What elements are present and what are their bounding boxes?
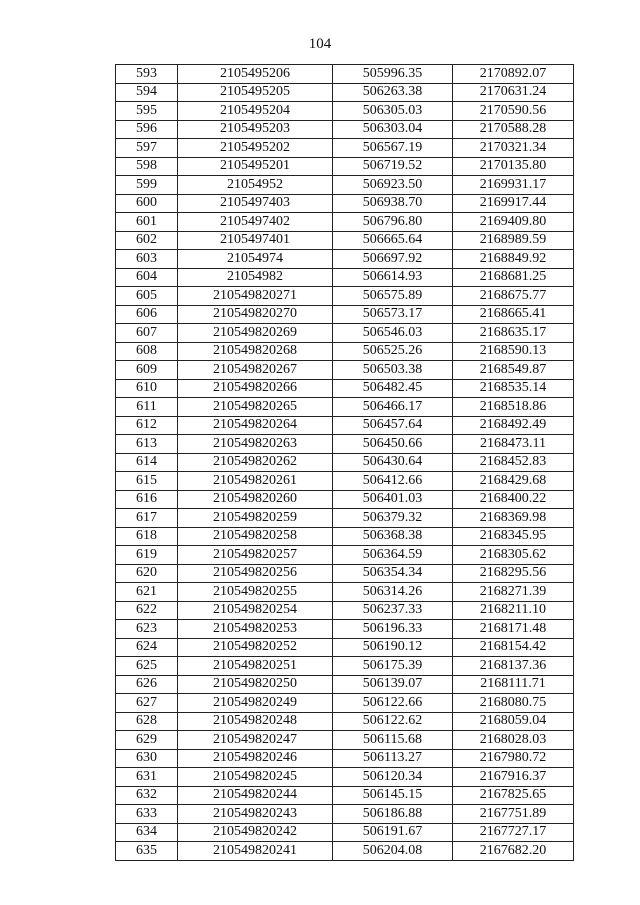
- row-index-cell: 627: [116, 694, 178, 713]
- x-coordinate-cell: 506719.52: [333, 157, 453, 176]
- table-row: [116, 583, 574, 602]
- row-index-cell: 628: [116, 712, 178, 731]
- table-row: [116, 324, 574, 343]
- row-index-cell: 622: [116, 601, 178, 620]
- x-coordinate-cell: 506145.15: [333, 786, 453, 805]
- table-row: [116, 620, 574, 639]
- table-row: [116, 712, 574, 731]
- table-row: [116, 675, 574, 694]
- table-row: [116, 823, 574, 842]
- point-id-cell: 210549820246: [178, 749, 333, 768]
- row-index-cell: 599: [116, 176, 178, 195]
- point-id-cell: 210549820256: [178, 564, 333, 583]
- y-coordinate-cell: 2168590.13: [453, 342, 574, 361]
- point-id-cell: 210549820241: [178, 842, 333, 861]
- row-index-cell: 601: [116, 213, 178, 232]
- point-id-cell: 210549820255: [178, 583, 333, 602]
- table-row: [116, 120, 574, 139]
- table-row: [116, 509, 574, 528]
- point-id-cell: 2105495205: [178, 83, 333, 102]
- point-id-cell: 210549820244: [178, 786, 333, 805]
- point-id-cell: 210549820261: [178, 472, 333, 491]
- point-id-cell: 210549820269: [178, 324, 333, 343]
- point-id-cell: 2105495201: [178, 157, 333, 176]
- x-coordinate-cell: 506191.67: [333, 823, 453, 842]
- y-coordinate-cell: 2168028.03: [453, 731, 574, 750]
- x-coordinate-cell: 506305.03: [333, 102, 453, 121]
- point-id-cell: 210549820248: [178, 712, 333, 731]
- row-index-cell: 604: [116, 268, 178, 287]
- table-row: [116, 546, 574, 565]
- table-row: [116, 805, 574, 824]
- row-index-cell: 614: [116, 453, 178, 472]
- row-index-cell: 634: [116, 823, 178, 842]
- point-id-cell: 210549820271: [178, 287, 333, 306]
- point-id-cell: 21054974: [178, 250, 333, 269]
- point-id-cell: 210549820260: [178, 490, 333, 509]
- y-coordinate-cell: 2168549.87: [453, 361, 574, 380]
- row-index-cell: 616: [116, 490, 178, 509]
- y-coordinate-cell: 2168369.98: [453, 509, 574, 528]
- row-index-cell: 597: [116, 139, 178, 158]
- y-coordinate-cell: 2168675.77: [453, 287, 574, 306]
- y-coordinate-cell: 2168681.25: [453, 268, 574, 287]
- row-index-cell: 630: [116, 749, 178, 768]
- y-coordinate-cell: 2168211.10: [453, 601, 574, 620]
- point-id-cell: 210549820243: [178, 805, 333, 824]
- row-index-cell: 611: [116, 398, 178, 417]
- point-id-cell: 210549820242: [178, 823, 333, 842]
- x-coordinate-cell: 506665.64: [333, 231, 453, 250]
- point-id-cell: 2105495206: [178, 65, 333, 84]
- x-coordinate-cell: 506614.93: [333, 268, 453, 287]
- x-coordinate-cell: 506314.26: [333, 583, 453, 602]
- x-coordinate-cell: 506401.03: [333, 490, 453, 509]
- x-coordinate-cell: 506139.07: [333, 675, 453, 694]
- table-row: [116, 342, 574, 361]
- y-coordinate-cell: 2168111.71: [453, 675, 574, 694]
- point-id-cell: 2105495204: [178, 102, 333, 121]
- table-row: [116, 361, 574, 380]
- x-coordinate-cell: 506237.33: [333, 601, 453, 620]
- x-coordinate-cell: 506450.66: [333, 435, 453, 454]
- table-row: [116, 435, 574, 454]
- y-coordinate-cell: 2168137.36: [453, 657, 574, 676]
- x-coordinate-cell: 506575.89: [333, 287, 453, 306]
- y-coordinate-cell: 2168665.41: [453, 305, 574, 324]
- y-coordinate-cell: 2168345.95: [453, 527, 574, 546]
- point-id-cell: 2105497401: [178, 231, 333, 250]
- row-index-cell: 593: [116, 65, 178, 84]
- y-coordinate-cell: 2168473.11: [453, 435, 574, 454]
- row-index-cell: 610: [116, 379, 178, 398]
- point-id-cell: 210549820266: [178, 379, 333, 398]
- row-index-cell: 620: [116, 564, 178, 583]
- y-coordinate-cell: 2168429.68: [453, 472, 574, 491]
- table-body: [116, 65, 574, 861]
- point-id-cell: 210549820253: [178, 620, 333, 639]
- x-coordinate-cell: 506923.50: [333, 176, 453, 195]
- y-coordinate-cell: 2168518.86: [453, 398, 574, 417]
- y-coordinate-cell: 2170590.56: [453, 102, 574, 121]
- table-row: [116, 194, 574, 213]
- y-coordinate-cell: 2168452.83: [453, 453, 574, 472]
- point-id-cell: 210549820251: [178, 657, 333, 676]
- row-index-cell: 612: [116, 416, 178, 435]
- table-row: [116, 749, 574, 768]
- x-coordinate-cell: 506412.66: [333, 472, 453, 491]
- x-coordinate-cell: 506120.34: [333, 768, 453, 787]
- point-id-cell: 210549820267: [178, 361, 333, 380]
- point-id-cell: 210549820258: [178, 527, 333, 546]
- row-index-cell: 594: [116, 83, 178, 102]
- row-index-cell: 609: [116, 361, 178, 380]
- point-id-cell: 210549820249: [178, 694, 333, 713]
- x-coordinate-cell: 506546.03: [333, 324, 453, 343]
- x-coordinate-cell: 506263.38: [333, 83, 453, 102]
- row-index-cell: 621: [116, 583, 178, 602]
- row-index-cell: 595: [116, 102, 178, 121]
- row-index-cell: 603: [116, 250, 178, 269]
- row-index-cell: 631: [116, 768, 178, 787]
- x-coordinate-cell: 506796.80: [333, 213, 453, 232]
- x-coordinate-cell: 506697.92: [333, 250, 453, 269]
- y-coordinate-cell: 2168535.14: [453, 379, 574, 398]
- row-index-cell: 615: [116, 472, 178, 491]
- x-coordinate-cell: 506368.38: [333, 527, 453, 546]
- table-row: [116, 379, 574, 398]
- row-index-cell: 605: [116, 287, 178, 306]
- x-coordinate-cell: 505996.35: [333, 65, 453, 84]
- y-coordinate-cell: 2168171.48: [453, 620, 574, 639]
- table-row: [116, 287, 574, 306]
- y-coordinate-cell: 2167682.20: [453, 842, 574, 861]
- point-id-cell: 210549820263: [178, 435, 333, 454]
- table-row: [116, 638, 574, 657]
- y-coordinate-cell: 2167825.65: [453, 786, 574, 805]
- table-row: [116, 657, 574, 676]
- point-id-cell: 210549820270: [178, 305, 333, 324]
- point-id-cell: 2105495202: [178, 139, 333, 158]
- table-row: [116, 83, 574, 102]
- page-number: 104: [308, 36, 332, 52]
- row-index-cell: 608: [116, 342, 178, 361]
- x-coordinate-cell: 506938.70: [333, 194, 453, 213]
- point-id-cell: 210549820257: [178, 546, 333, 565]
- table-row: [116, 564, 574, 583]
- x-coordinate-cell: 506196.33: [333, 620, 453, 639]
- point-id-cell: 210549820252: [178, 638, 333, 657]
- row-index-cell: 633: [116, 805, 178, 824]
- table-row: [116, 490, 574, 509]
- y-coordinate-cell: 2167916.37: [453, 768, 574, 787]
- y-coordinate-cell: 2170588.28: [453, 120, 574, 139]
- row-index-cell: 596: [116, 120, 178, 139]
- x-coordinate-cell: 506186.88: [333, 805, 453, 824]
- table-row: [116, 398, 574, 417]
- table-row: [116, 250, 574, 269]
- y-coordinate-cell: 2170892.07: [453, 65, 574, 84]
- table-row: [116, 102, 574, 121]
- y-coordinate-cell: 2168492.49: [453, 416, 574, 435]
- row-index-cell: 617: [116, 509, 178, 528]
- x-coordinate-cell: 506354.34: [333, 564, 453, 583]
- y-coordinate-cell: 2169917.44: [453, 194, 574, 213]
- x-coordinate-cell: 506115.68: [333, 731, 453, 750]
- x-coordinate-cell: 506204.08: [333, 842, 453, 861]
- table-row: [116, 139, 574, 158]
- y-coordinate-cell: 2167727.17: [453, 823, 574, 842]
- row-index-cell: 600: [116, 194, 178, 213]
- point-id-cell: 21054952: [178, 176, 333, 195]
- row-index-cell: 629: [116, 731, 178, 750]
- row-index-cell: 632: [116, 786, 178, 805]
- x-coordinate-cell: 506466.17: [333, 398, 453, 417]
- table-row: [116, 416, 574, 435]
- table-row: [116, 213, 574, 232]
- y-coordinate-cell: 2168080.75: [453, 694, 574, 713]
- point-id-cell: 210549820250: [178, 675, 333, 694]
- y-coordinate-cell: 2168059.04: [453, 712, 574, 731]
- row-index-cell: 619: [116, 546, 178, 565]
- row-index-cell: 626: [116, 675, 178, 694]
- y-coordinate-cell: 2168400.22: [453, 490, 574, 509]
- x-coordinate-cell: 506303.04: [333, 120, 453, 139]
- table-row: [116, 786, 574, 805]
- row-index-cell: 618: [116, 527, 178, 546]
- x-coordinate-cell: 506364.59: [333, 546, 453, 565]
- x-coordinate-cell: 506379.32: [333, 509, 453, 528]
- row-index-cell: 598: [116, 157, 178, 176]
- row-index-cell: 635: [116, 842, 178, 861]
- y-coordinate-cell: 2169931.17: [453, 176, 574, 195]
- table-row: [116, 694, 574, 713]
- coordinates-table: [115, 64, 574, 861]
- x-coordinate-cell: 506503.38: [333, 361, 453, 380]
- y-coordinate-cell: 2168635.17: [453, 324, 574, 343]
- table-row: [116, 268, 574, 287]
- x-coordinate-cell: 506457.64: [333, 416, 453, 435]
- point-id-cell: 210549820254: [178, 601, 333, 620]
- point-id-cell: 210549820247: [178, 731, 333, 750]
- x-coordinate-cell: 506190.12: [333, 638, 453, 657]
- table-row: [116, 842, 574, 861]
- table-row: [116, 305, 574, 324]
- row-index-cell: 602: [116, 231, 178, 250]
- x-coordinate-cell: 506122.62: [333, 712, 453, 731]
- y-coordinate-cell: 2168271.39: [453, 583, 574, 602]
- row-index-cell: 606: [116, 305, 178, 324]
- point-id-cell: 210549820262: [178, 453, 333, 472]
- row-index-cell: 623: [116, 620, 178, 639]
- table-row: [116, 157, 574, 176]
- table-row: [116, 65, 574, 84]
- x-coordinate-cell: 506525.26: [333, 342, 453, 361]
- y-coordinate-cell: 2170321.34: [453, 139, 574, 158]
- table-row: [116, 453, 574, 472]
- x-coordinate-cell: 506567.19: [333, 139, 453, 158]
- x-coordinate-cell: 506430.64: [333, 453, 453, 472]
- table-row: [116, 601, 574, 620]
- row-index-cell: 607: [116, 324, 178, 343]
- x-coordinate-cell: 506573.17: [333, 305, 453, 324]
- table-row: [116, 768, 574, 787]
- row-index-cell: 624: [116, 638, 178, 657]
- x-coordinate-cell: 506122.66: [333, 694, 453, 713]
- y-coordinate-cell: 2168989.59: [453, 231, 574, 250]
- point-id-cell: 210549820268: [178, 342, 333, 361]
- point-id-cell: 210549820259: [178, 509, 333, 528]
- table-row: [116, 527, 574, 546]
- table-row: [116, 472, 574, 491]
- table-row: [116, 231, 574, 250]
- y-coordinate-cell: 2168295.56: [453, 564, 574, 583]
- y-coordinate-cell: 2167751.89: [453, 805, 574, 824]
- point-id-cell: 2105497403: [178, 194, 333, 213]
- row-index-cell: 625: [116, 657, 178, 676]
- x-coordinate-cell: 506175.39: [333, 657, 453, 676]
- point-id-cell: 210549820245: [178, 768, 333, 787]
- row-index-cell: 613: [116, 435, 178, 454]
- point-id-cell: 21054982: [178, 268, 333, 287]
- y-coordinate-cell: 2168154.42: [453, 638, 574, 657]
- y-coordinate-cell: 2170135.80: [453, 157, 574, 176]
- point-id-cell: 2105495203: [178, 120, 333, 139]
- table-row: [116, 731, 574, 750]
- x-coordinate-cell: 506482.45: [333, 379, 453, 398]
- x-coordinate-cell: 506113.27: [333, 749, 453, 768]
- table-row: [116, 176, 574, 195]
- point-id-cell: 210549820264: [178, 416, 333, 435]
- point-id-cell: 210549820265: [178, 398, 333, 417]
- y-coordinate-cell: 2170631.24: [453, 83, 574, 102]
- y-coordinate-cell: 2167980.72: [453, 749, 574, 768]
- y-coordinate-cell: 2169409.80: [453, 213, 574, 232]
- y-coordinate-cell: 2168305.62: [453, 546, 574, 565]
- y-coordinate-cell: 2168849.92: [453, 250, 574, 269]
- point-id-cell: 2105497402: [178, 213, 333, 232]
